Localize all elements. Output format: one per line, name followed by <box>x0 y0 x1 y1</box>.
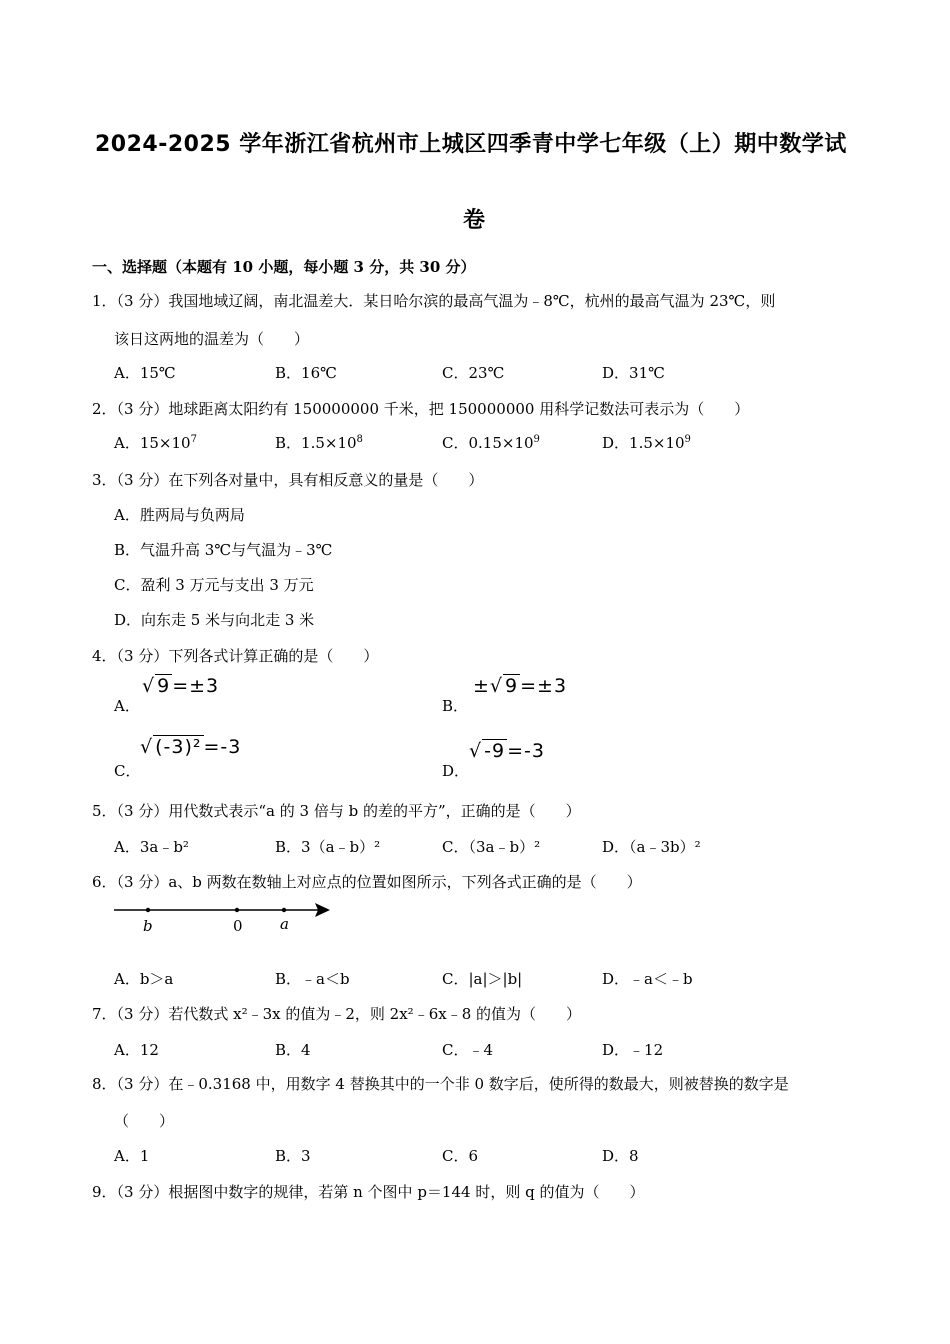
q3-option-b: B．气温升高 3℃与气温为﹣3℃ <box>114 541 333 559</box>
q6-option-b: B．﹣a＜b <box>275 970 350 988</box>
q4-formula-a: √ 9 =±3 <box>142 675 220 697</box>
q5-stem: 5．（3 分）用代数式表示“a 的 3 倍与 b 的差的平方”，正确的是（ ） <box>92 802 581 820</box>
q2-option-b: B．$1.5\times 10^8$ <box>275 434 363 452</box>
point-zero <box>235 908 239 912</box>
q2-option-d: D．$1.5\times 10^9$ <box>602 434 691 452</box>
q1-option-d: D．31℃ <box>602 364 665 382</box>
q7-option-c: C．﹣4 <box>442 1041 494 1059</box>
q5-option-d: D．（a﹣3b）² <box>602 838 701 856</box>
label-b: b <box>143 917 153 935</box>
q3-option-a: A．胜两局与负两局 <box>114 506 245 524</box>
q8-option-c: C．6 <box>442 1147 479 1165</box>
q4-label-c: C． <box>114 762 141 780</box>
q4-stem: 4．（3 分）下列各式计算正确的是（ ） <box>92 647 379 665</box>
number-line-figure <box>112 898 334 938</box>
q1-stem-line2: 该日这两地的温差为（ ） <box>114 330 310 348</box>
q4-formula-b: ±√ 9 =±3 <box>473 675 568 697</box>
q8-option-b: B．3 <box>275 1147 311 1165</box>
q6-option-a: A．b＞a <box>114 970 174 988</box>
q8-option-d: D．8 <box>602 1147 639 1165</box>
title-line1: 2024-2025 学年浙江省杭州市上城区四季青中学七年级（上）期中数学试 <box>95 132 847 157</box>
q2-option-a: A．$15\times 10^7$ <box>114 434 197 452</box>
q6-option-c: C．|a|＞|b| <box>442 970 523 988</box>
q4-label-b: B． <box>442 697 469 715</box>
point-a <box>282 908 286 912</box>
q8-stem-line2: （ ） <box>114 1112 175 1130</box>
label-zero: 0 <box>233 917 243 935</box>
q7-option-a: A．12 <box>114 1041 159 1059</box>
q1-option-a: A．15℃ <box>114 364 176 382</box>
q5-option-a: A．3a﹣b² <box>114 838 189 856</box>
q4-label-a: A． <box>114 697 140 715</box>
q3-stem: 3．（3 分）在下列各对量中，具有相反意义的量是（ ） <box>92 471 484 489</box>
q1-stem-line1: 1．（3 分）我国地域辽阔，南北温差大．某日哈尔滨的最高气温为﹣8℃，杭州的最高气温为 23℃，则 <box>92 292 776 310</box>
q1-option-c: C．23℃ <box>442 364 505 382</box>
q5-option-b: B．3（a﹣b）² <box>275 838 381 856</box>
point-b <box>146 908 150 912</box>
q3-option-d: D．向东走 5 米与向北走 3 米 <box>114 611 315 629</box>
q7-stem: 7．（3 分）若代数式 x²﹣3x 的值为﹣2，则 2x²﹣6x﹣8 的值为（ ） <box>92 1005 582 1023</box>
q2-stem: 2．（3 分）地球距离太阳约有 150000000 千米，把 150000000 用科学记数法可表示为（ ） <box>92 400 750 418</box>
section-heading: 一、选择题（本题有 10 小题，每小题 3 分，共 30 分） <box>92 258 476 276</box>
q8-stem-line1: 8．（3 分）在﹣0.3168 中，用数字 4 替换其中的一个非 0 数字后，使所得的数最大，则被替换的数字是 <box>92 1075 789 1093</box>
q4-label-d: D． <box>442 762 470 780</box>
q6-stem: 6．（3 分）a、b 两数在数轴上对应点的位置如图所示，下列各式正确的是（ ） <box>92 873 642 891</box>
q1-option-b: B．16℃ <box>275 364 337 382</box>
q3-option-c: C．盈利 3 万元与支出 3 万元 <box>114 576 314 594</box>
q4-formula-d: √ -9 =-3 <box>469 740 545 762</box>
q5-option-c: C．（3a﹣b）² <box>442 838 541 856</box>
q2-option-c: C．$0.15\times 10^9$ <box>442 434 540 452</box>
q6-option-d: D．﹣a＜﹣b <box>602 970 693 988</box>
q4-formula-c: √ (-3)² =-3 <box>140 736 242 758</box>
q7-option-d: D．﹣12 <box>602 1041 664 1059</box>
title-line2: 卷 <box>463 208 486 233</box>
q7-option-b: B．4 <box>275 1041 311 1059</box>
q9-stem: 9．（3 分）根据图中数字的规律，若第 n 个图中 p＝144 时，则 q 的值为（ ） <box>92 1183 645 1201</box>
label-a: a <box>280 915 289 933</box>
q8-option-a: A．1 <box>114 1147 150 1165</box>
